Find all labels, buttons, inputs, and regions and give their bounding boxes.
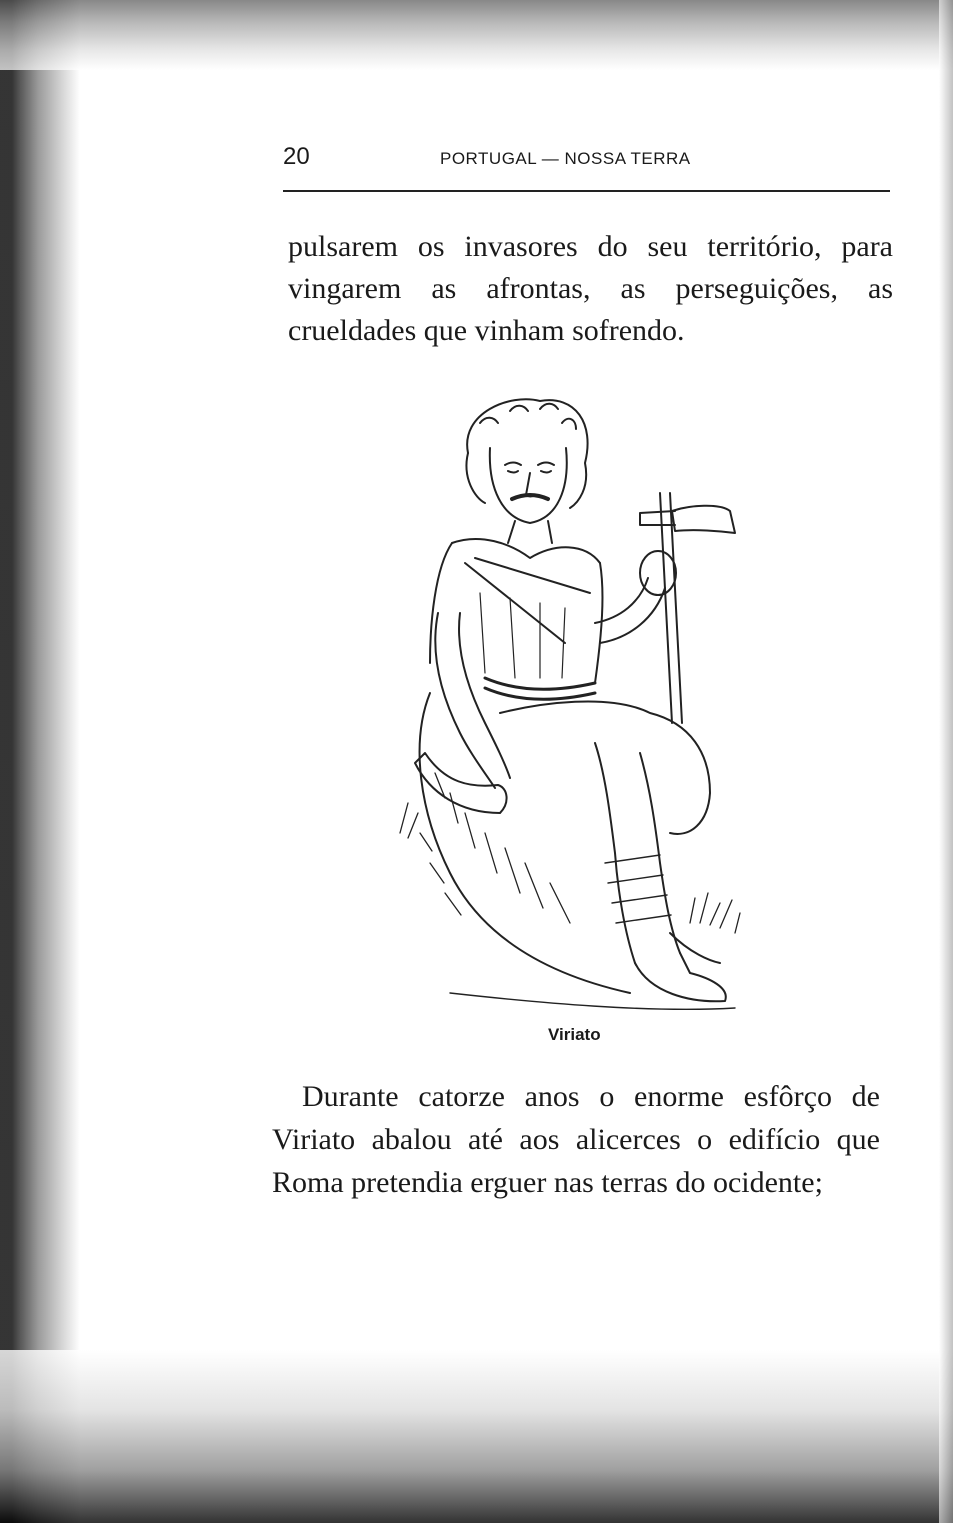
page-number: 20 xyxy=(283,143,310,170)
viriato-illustration xyxy=(390,393,770,1023)
scan-shadow-top xyxy=(0,0,953,70)
body-paragraph-1: pulsarem os invasores do seu território, para vingarem as afrontas, as perseguições, as crueldades que vinham sofrendo. xyxy=(288,230,893,347)
engraving-illustration-icon xyxy=(390,393,770,1023)
scan-shadow-bottom xyxy=(0,1350,953,1523)
running-title: PORTUGAL — NOSSA TERRA xyxy=(440,149,691,168)
header-rule xyxy=(283,190,890,192)
scan-shadow-right xyxy=(939,0,953,1523)
figure-caption: Viriato xyxy=(548,1025,601,1044)
body-paragraph-2: Durante catorze anos o enorme esfôrço de Viriato abalou até aos alicerces o edifício que Roma pretendia erguer nas terras do ocidente; xyxy=(272,1080,880,1199)
scan-shadow-left xyxy=(0,0,80,1523)
